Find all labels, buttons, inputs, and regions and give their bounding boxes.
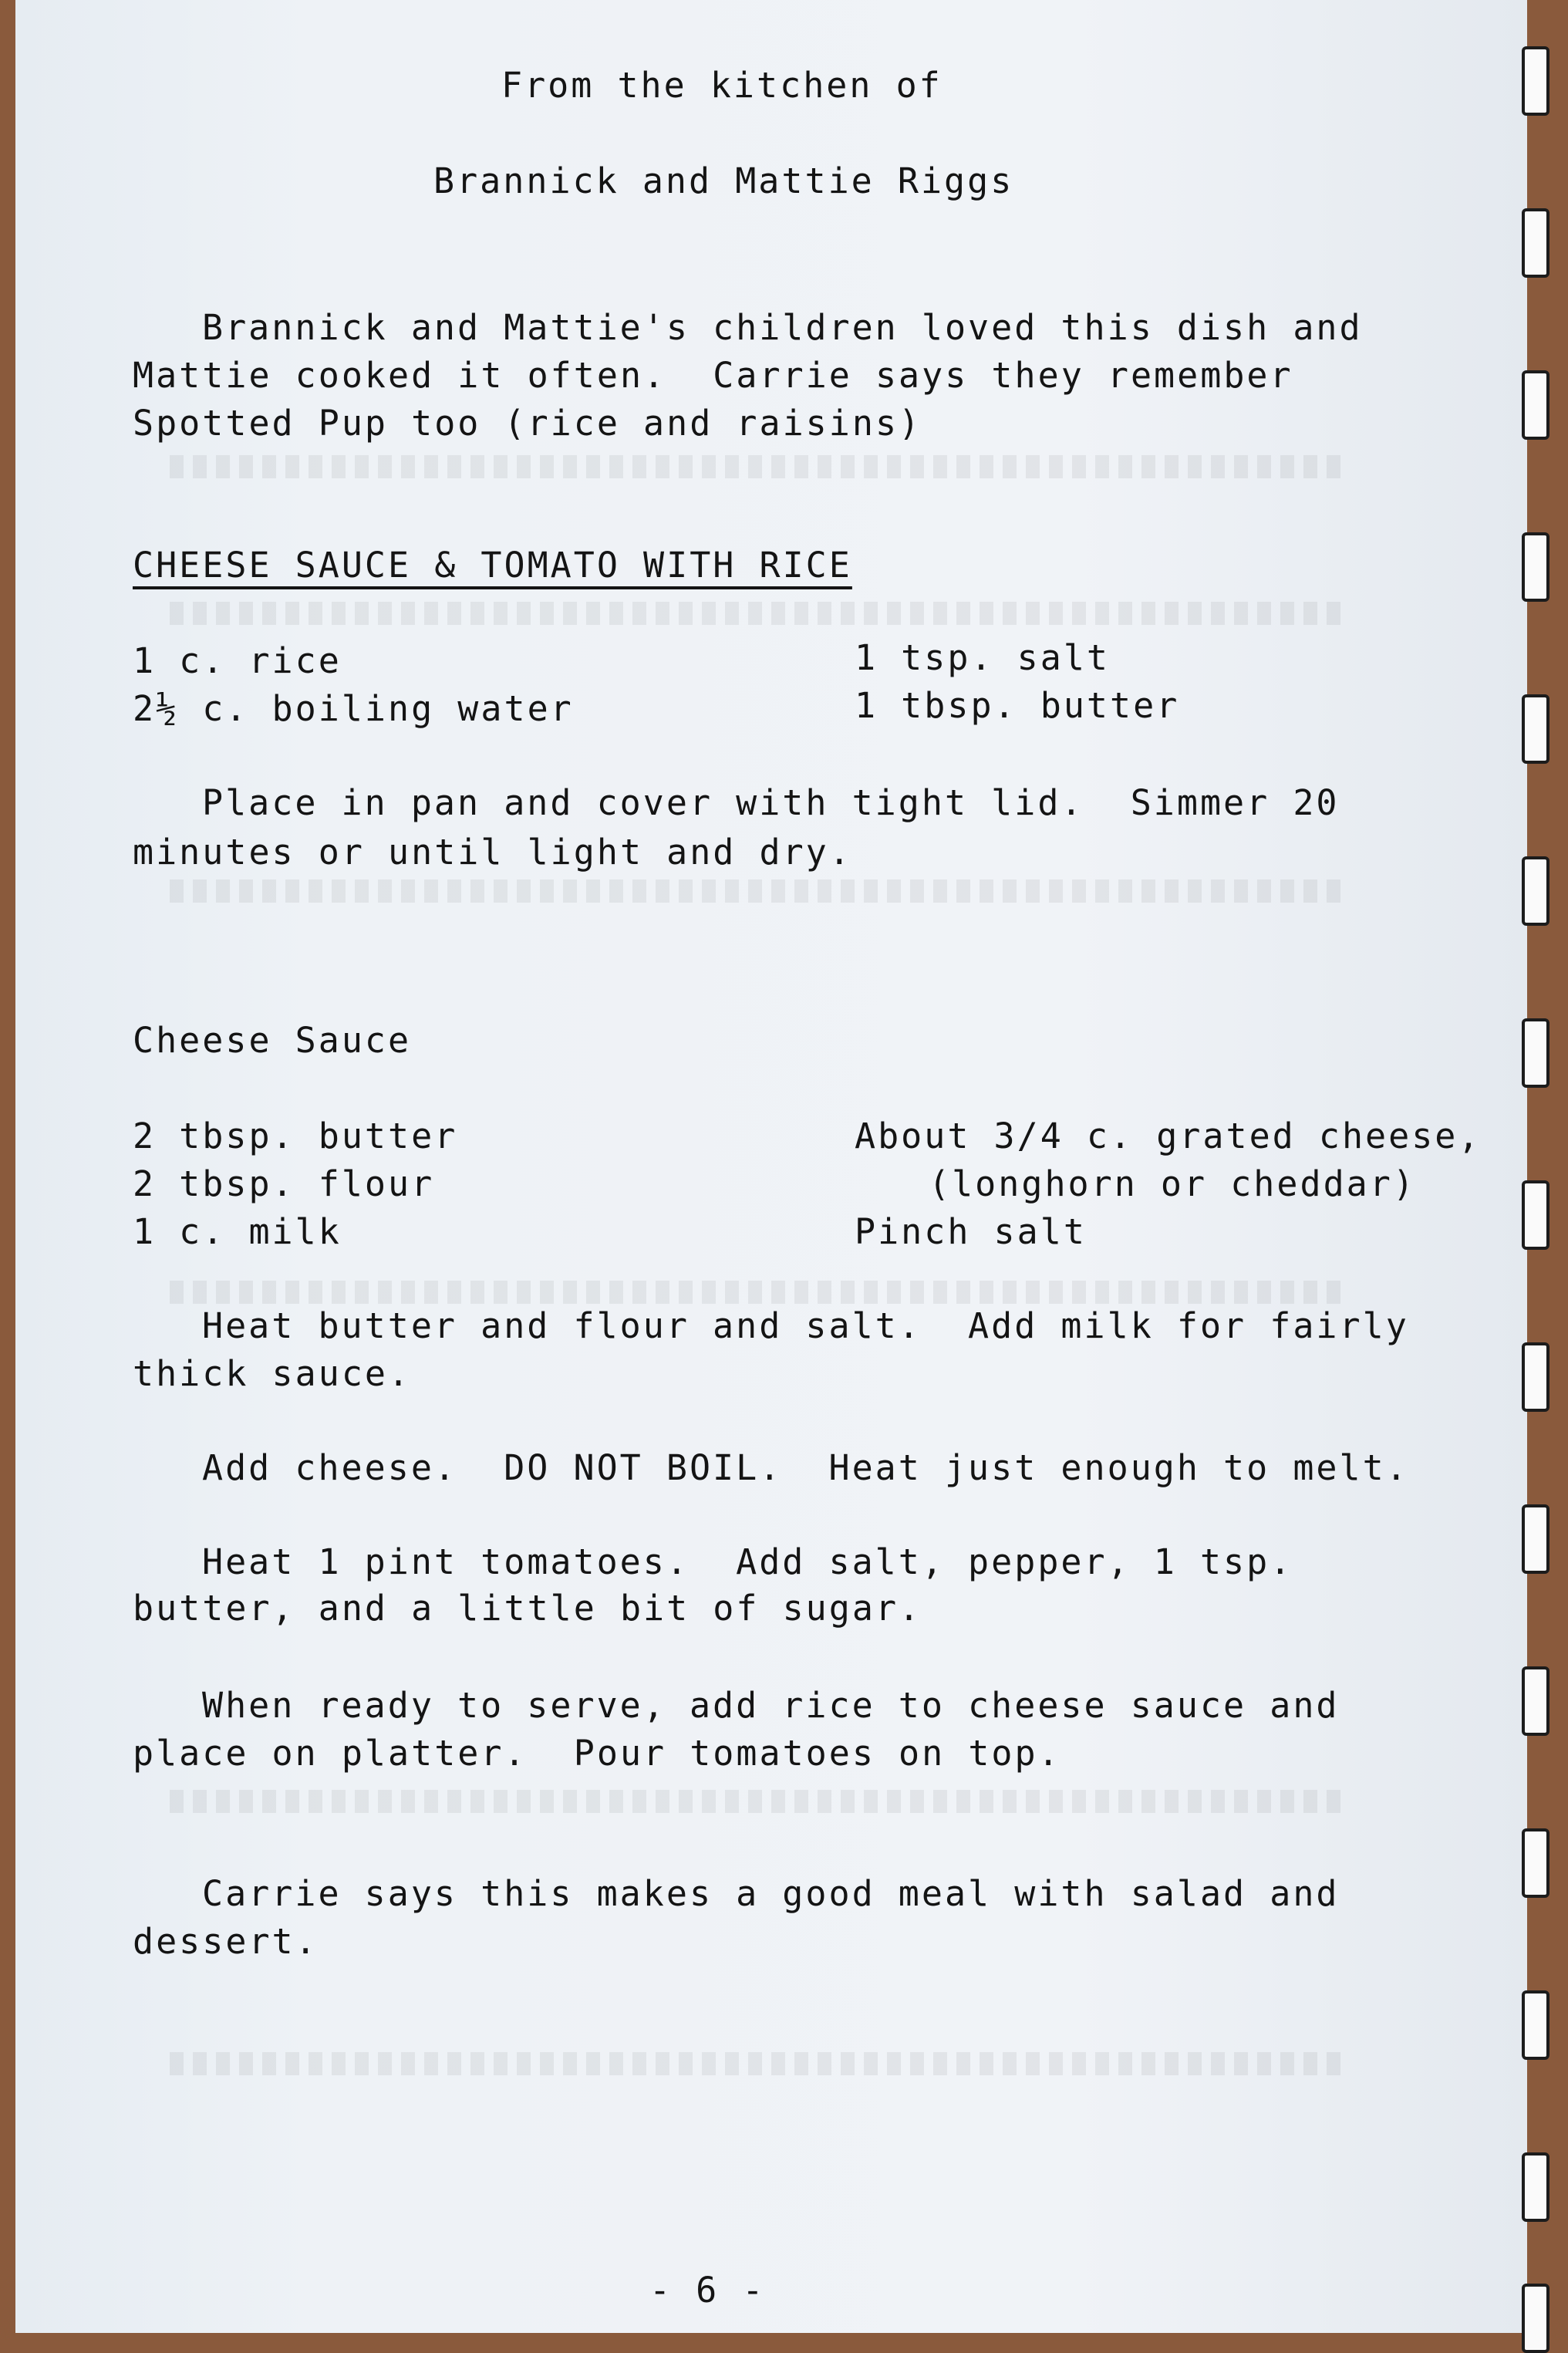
instruction-line: thick sauce. (133, 1353, 412, 1394)
instruction-line: Heat 1 pint tomatoes. Add salt, pepper, 1 tsp. (202, 1541, 1293, 1582)
header-line-2: Brannick and Mattie Riggs (433, 160, 1014, 201)
ingredient: 2½ c. boiling water (133, 688, 574, 729)
binding-hole (1522, 694, 1549, 764)
instruction-line: When ready to serve, add rice to cheese sauce and (202, 1685, 1340, 1726)
ingredient: 2 tbsp. butter (133, 1116, 458, 1156)
page-number: - 6 - (649, 2270, 766, 2311)
binding-hole (1522, 1504, 1549, 1574)
binding-hole (1522, 1018, 1549, 1088)
instruction-line: Add cheese. DO NOT BOIL. Heat just enough to melt. (202, 1447, 1409, 1488)
binding-hole (1522, 2284, 1549, 2353)
intro-line: Brannick and Mattie's children loved this dish and (202, 307, 1363, 348)
binding-hole (1522, 1666, 1549, 1736)
ingredient: (longhorn or cheddar) (929, 1163, 1416, 1204)
instruction-line: Heat butter and flour and salt. Add milk for fairly (202, 1305, 1409, 1346)
show-through (170, 602, 1342, 625)
recipe-page (15, 0, 1527, 2333)
closing-line: Carrie says this makes a good meal with salad and (202, 1873, 1340, 1914)
binding-hole (1522, 208, 1549, 278)
binding-hole (1522, 1828, 1549, 1898)
sauce-title: Cheese Sauce (133, 1020, 412, 1061)
closing-line: dessert. (133, 1921, 319, 1962)
instruction-line: place on platter. Pour tomatoes on top. (133, 1733, 1061, 1774)
show-through (170, 879, 1342, 903)
ingredient: About 3/4 c. grated cheese, (855, 1116, 1482, 1156)
ingredient: 1 tbsp. butter (855, 685, 1180, 726)
recipe-title: CHEESE SAUCE & TOMATO WITH RICE (133, 545, 852, 586)
binding-hole (1522, 1180, 1549, 1250)
show-through (170, 1790, 1342, 1813)
binding-hole (1522, 2152, 1549, 2222)
binding-hole (1522, 1342, 1549, 1412)
ingredient: 1 c. rice (133, 640, 342, 681)
intro-line: Spotted Pup too (rice and raisins) (133, 403, 922, 444)
header-line-1: From the kitchen of (501, 65, 942, 106)
ingredient: 2 tbsp. flour (133, 1163, 435, 1204)
spiral-binding (1522, 0, 1568, 2333)
instruction-line: minutes or until light and dry. (133, 832, 852, 873)
intro-line: Mattie cooked it often. Carrie says they remember (133, 355, 1293, 396)
show-through (170, 2052, 1342, 2075)
binding-hole (1522, 856, 1549, 926)
binding-hole (1522, 532, 1549, 602)
ingredient: 1 c. milk (133, 1211, 342, 1252)
ingredient: Pinch salt (855, 1211, 1087, 1252)
instruction-line: Place in pan and cover with tight lid. Simmer 20 (202, 782, 1340, 823)
binding-hole (1522, 46, 1549, 116)
instruction-line: butter, and a little bit of sugar. (133, 1588, 922, 1629)
binding-hole (1522, 1990, 1549, 2060)
show-through (170, 1281, 1342, 1304)
binding-hole (1522, 370, 1549, 440)
ingredient: 1 tsp. salt (855, 637, 1111, 678)
show-through (170, 455, 1342, 478)
